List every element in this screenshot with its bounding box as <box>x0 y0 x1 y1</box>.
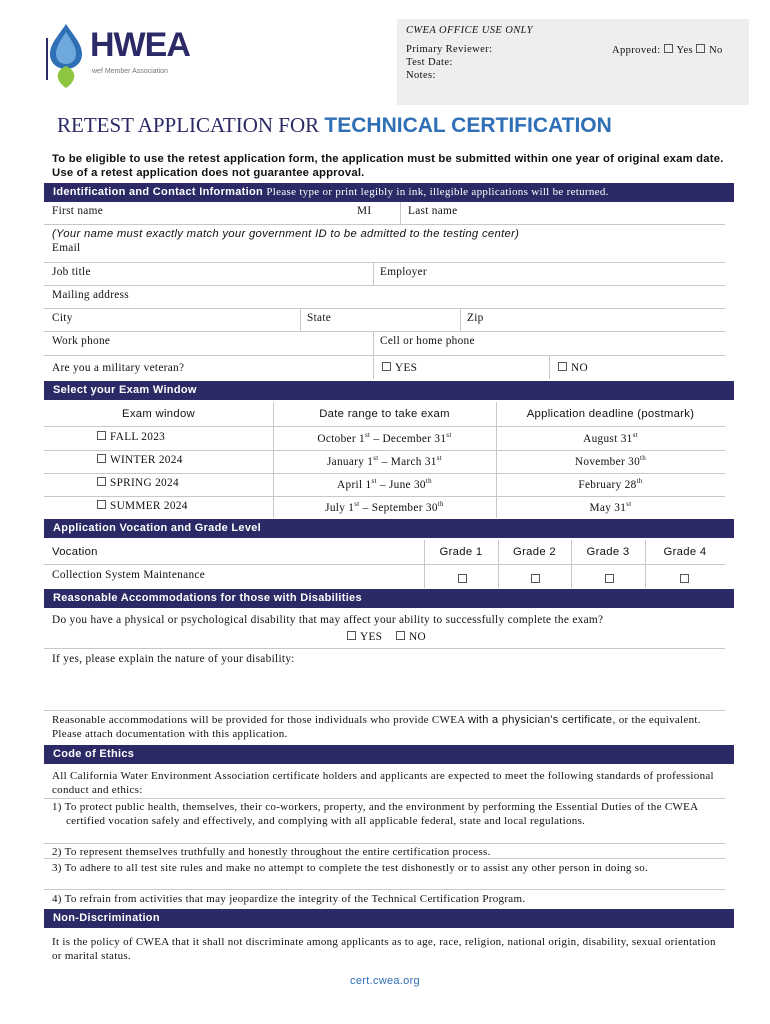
divider <box>44 355 725 356</box>
veteran-yes-option[interactable] <box>382 362 417 374</box>
deadline-suffix: th <box>640 454 647 462</box>
ethics-intro: All California Water Environment Association certificate holders and applicants are expected to meet the following standards of professional conduct and ethics: <box>52 770 714 796</box>
disability-yes-option[interactable] <box>347 631 382 643</box>
hwea-logo <box>44 22 204 90</box>
approved-yes-checkbox[interactable] <box>664 44 673 53</box>
range-start-suffix: st <box>373 454 379 462</box>
date-range-col-header: Date range to take exam <box>319 408 450 420</box>
divider <box>44 564 725 565</box>
divider <box>300 308 301 331</box>
grade-3-header: Grade 3 <box>586 546 630 558</box>
divider <box>460 308 461 331</box>
approved-label: Approved: <box>612 45 661 56</box>
deadline-date: May 31 <box>589 501 627 514</box>
deadline-cell <box>496 454 725 468</box>
grade-4-header: Grade 4 <box>663 546 707 558</box>
range-start: January 1 <box>326 455 374 468</box>
veteran-no-label: NO <box>571 362 588 374</box>
divider <box>44 710 725 711</box>
grade-1-checkbox[interactable] <box>458 570 471 588</box>
ethics-item-4: 4) To refrain from activities that may jeopardize the integrity of the Technical Certification Program. <box>52 893 526 905</box>
divider <box>44 496 725 497</box>
disability-yes-label: YES <box>360 631 383 643</box>
note-part-c: or the equivalent. Please attach documentation with this application. <box>52 714 701 740</box>
divider <box>44 450 725 451</box>
divider <box>400 202 401 224</box>
vocation-col-header: Vocation <box>52 546 98 558</box>
ethics-header: Code of Ethics <box>44 745 734 764</box>
deadline-cell <box>496 431 725 445</box>
office-heading: CWEA OFFICE USE ONLY <box>406 25 533 36</box>
range-end-suffix: st <box>446 431 452 439</box>
divider <box>44 426 725 427</box>
date-range-cell <box>273 500 496 514</box>
state-label: State <box>307 312 332 324</box>
approved-field <box>612 44 723 56</box>
ethics-item-3: 3) To adhere to all test site rules and make no attempt to complete the test dishonestly or to assist any other person in doing so. <box>52 862 649 874</box>
vocation-header: Application Vocation and Grade Level <box>44 519 734 538</box>
test-date-label: Test Date: <box>406 57 453 68</box>
range-end: – June 30 <box>376 478 426 491</box>
exam-window-option[interactable] <box>97 477 179 489</box>
disability-explain-field[interactable] <box>44 668 725 710</box>
deadline-suffix: st <box>632 431 638 439</box>
deadline-date: August 31 <box>583 432 633 445</box>
divider <box>549 355 550 379</box>
deadline-suffix: th <box>636 477 643 485</box>
grade-4-checkbox[interactable] <box>680 570 693 588</box>
deadline-col-header: Application deadline (postmark) <box>526 408 695 420</box>
note-part-a: Reasonable accommodations will be provided for those individuals who provide CWEA <box>52 714 468 726</box>
divider <box>44 224 725 225</box>
range-start-suffix: st <box>354 500 360 508</box>
range-end-suffix: st <box>436 454 443 462</box>
divider <box>44 473 725 474</box>
footer-link[interactable]: cert.cwea.org <box>350 975 420 987</box>
divider <box>373 331 374 355</box>
water-drop-leaf-icon <box>44 22 88 90</box>
range-end-suffix: th <box>437 500 444 508</box>
range-start-suffix: st <box>371 477 377 485</box>
accommodations-note <box>52 713 722 741</box>
deadline-cell <box>496 477 725 491</box>
mailing-address-label: Mailing address <box>52 289 129 301</box>
city-label: City <box>52 312 73 324</box>
divider <box>44 308 725 309</box>
exam-window-checkbox[interactable] <box>97 500 106 509</box>
divider <box>373 262 374 285</box>
grade-2-checkbox[interactable] <box>531 570 544 588</box>
exam-window-option[interactable] <box>97 454 183 466</box>
exam-window-checkbox[interactable] <box>97 477 106 486</box>
cell-phone-label: Cell or home phone <box>380 335 475 347</box>
exam-window-option[interactable] <box>97 500 188 512</box>
veteran-no-option[interactable] <box>558 362 588 374</box>
title-part-1: RETEST APPLICATION FOR <box>57 113 325 137</box>
range-start: July 1 <box>325 501 355 514</box>
identification-header <box>44 183 734 202</box>
range-end: – December 31 <box>370 432 447 445</box>
divider <box>373 355 374 379</box>
veteran-yes-label: YES <box>395 362 418 374</box>
vocation-item: Collection System Maintenance <box>52 569 206 581</box>
grade-3-checkbox[interactable] <box>605 570 618 588</box>
zip-label: Zip <box>467 312 484 324</box>
exam-window-label: SPRING 2024 <box>110 477 179 489</box>
exam-window-checkbox[interactable] <box>97 454 106 463</box>
exam-window-col-header: Exam window <box>122 408 195 420</box>
deadline-suffix: st <box>626 500 632 508</box>
divider <box>44 889 725 890</box>
nondiscrimination-header: Non-Discrimination <box>44 909 734 928</box>
logo-wordmark: HWEA <box>90 26 190 64</box>
divider <box>44 262 725 263</box>
work-phone-label: Work phone <box>52 335 111 347</box>
range-start: April 1 <box>337 478 372 491</box>
disability-no-label: NO <box>409 631 426 643</box>
disability-yes-checkbox[interactable] <box>347 631 356 640</box>
range-end: – March 31 <box>378 455 437 468</box>
range-end: – September 30 <box>359 501 438 514</box>
disability-question: Do you have a physical or psychological disability that may affect your ability to successfully complete the exam? <box>52 614 604 626</box>
note-part-b: with a physician's certificate, <box>467 714 616 726</box>
approved-yes-label: Yes <box>676 45 694 56</box>
deadline-date: November 30 <box>574 455 641 468</box>
disability-explain-label: If yes, please explain the nature of your disability: <box>52 653 295 665</box>
exam-window-label: SUMMER 2024 <box>110 500 188 512</box>
disability-no-option[interactable] <box>396 631 426 643</box>
deadline-date: February 28 <box>578 478 637 491</box>
mi-label: MI <box>357 205 372 217</box>
exam-window-checkbox[interactable] <box>97 431 106 440</box>
primary-reviewer-label: Primary Reviewer: <box>406 44 493 55</box>
approved-no-checkbox[interactable] <box>696 44 705 53</box>
divider <box>44 843 725 844</box>
exam-window-option[interactable] <box>97 431 165 443</box>
job-title-label: Job title <box>52 266 91 278</box>
veteran-yes-checkbox[interactable] <box>382 362 391 371</box>
veteran-no-checkbox[interactable] <box>558 362 567 371</box>
ethics-item-2: 2) To represent themselves truthfully and honestly throughout the entire certification process. <box>52 846 491 858</box>
identification-note: Please type or print legibly in ink, illegible applications will be returned. <box>266 186 609 198</box>
title-part-2: TECHNICAL CERTIFICATION <box>324 114 612 137</box>
id-match-note: (Your name must exactly match your government ID to be admitted to the testing center) <box>52 228 520 240</box>
divider <box>44 798 725 799</box>
disability-no-checkbox[interactable] <box>396 631 405 640</box>
employer-label: Employer <box>380 266 427 278</box>
notes-label: Notes: <box>406 70 436 81</box>
office-use-box <box>397 19 749 105</box>
grade-2-header: Grade 2 <box>513 546 556 558</box>
grade-1-header: Grade 1 <box>439 546 483 558</box>
divider <box>44 285 725 286</box>
accommodations-header: Reasonable Accommodations for those with Disabilities <box>44 589 734 608</box>
range-start: October 1 <box>317 432 365 445</box>
eligibility-notice: To be eligible to use the retest application form, the application must be submitted within one year of original exam date. Use of a retest application does not guarantee approval. <box>52 153 724 179</box>
identification-heading: Identification and Contact Information <box>53 186 264 198</box>
exam-window-header: Select your Exam Window <box>44 381 734 400</box>
email-label: Email <box>52 242 81 254</box>
divider <box>44 331 725 332</box>
last-name-label: Last name <box>408 205 458 217</box>
veteran-question: Are you a military veteran? <box>52 362 185 374</box>
divider <box>44 648 725 649</box>
date-range-cell <box>273 431 496 445</box>
approved-no-label: No <box>709 45 723 56</box>
exam-window-label: FALL 2023 <box>110 431 166 443</box>
logo-tagline: wef Member Association <box>92 68 168 75</box>
first-name-label: First name <box>52 205 104 217</box>
range-start-suffix: st <box>364 431 371 439</box>
deadline-cell <box>496 500 725 514</box>
date-range-cell <box>273 477 496 491</box>
divider <box>44 858 725 859</box>
ethics-item-1: 1) To protect public health, themselves, their co-workers, property, and the environment by performing the Essential Duties of the CWEA certified vocation safely and effectively, and complying with all applicable federal, state and local regulations. <box>52 801 698 827</box>
range-end-suffix: th <box>425 477 432 485</box>
page-title <box>57 113 612 138</box>
exam-window-label: WINTER 2024 <box>110 454 183 466</box>
nondiscrimination-text: It is the policy of CWEA that it shall not discriminate among applicants as to age, race, religion, national origin, disability, sexual orientation or marital status. <box>52 936 716 962</box>
date-range-cell <box>273 454 496 468</box>
